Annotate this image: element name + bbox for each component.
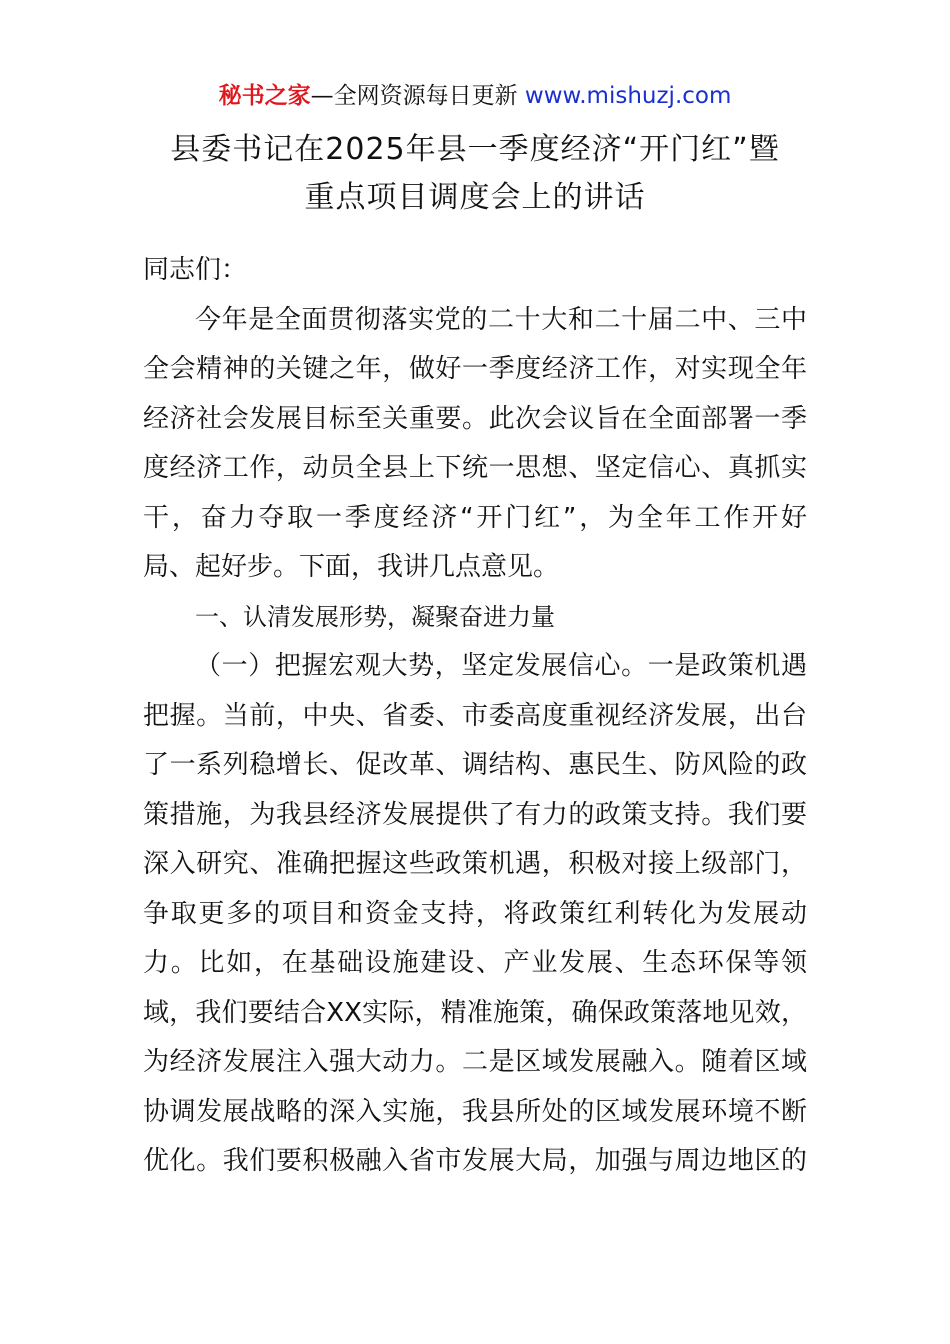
site-url-link[interactable]: www.mishuzj.com <box>524 83 732 109</box>
paragraph-2-line: 域，我们要结合XX实际，精准施策，确保政策落地见效， <box>143 997 807 1028</box>
site-header <box>0 80 950 112</box>
document-title <box>0 126 950 222</box>
paragraph-2-line: 力。比如，在基础设施建设、产业发展、生态环保等领 <box>143 948 807 978</box>
paragraph-1-line: 度经济工作，动员全县上下统一思想、坚定信心、真抓实 <box>143 453 807 483</box>
salutation: 同志们： <box>143 255 248 285</box>
paragraph-2-line: 深入研究、准确把握这些政策机遇，积极对接上级部门， <box>143 849 807 879</box>
section-heading-1: 一、认清发展形势，凝聚奋进力量 <box>195 602 555 631</box>
header-tagline: —全网资源每日更新 <box>310 83 525 109</box>
paragraph-2-line: （一）把握宏观大势，坚定发展信心。一是政策机遇 <box>195 651 807 681</box>
paragraph-2-line: 了一系列稳增长、促改革、调结构、惠民生、防风险的政 <box>143 750 807 780</box>
title-line-2: 重点项目调度会上的讲话 <box>304 180 646 215</box>
paragraph-1-line: 经济社会发展目标至关重要。此次会议旨在全面部署一季 <box>143 403 807 434</box>
paragraph-2-line: 把握。当前，中央、省委、市委高度重视经济发展，出台 <box>143 700 807 731</box>
paragraph-1-line: 干，奋力夺取一季度经济“开门红”，为全年工作开好 <box>143 502 807 533</box>
paragraph-1-line: 局、起好步。下面，我讲几点意见。 <box>143 552 560 582</box>
document-body <box>143 246 807 1187</box>
paragraph-2-line: 争取更多的项目和资金支持，将政策红利转化为发展动 <box>143 898 807 929</box>
title-line-1: 县委书记在2025年县一季度经济“开门红”暨 <box>170 132 780 167</box>
paragraph-2-line: 策措施，为我县经济发展提供了有力的政策支持。我们要 <box>143 799 807 830</box>
paragraph-1-line: 全会精神的关键之年，做好一季度经济工作，对实现全年 <box>143 354 807 384</box>
brand-name: 秘书之家 <box>218 83 311 109</box>
paragraph-2-line: 为经济发展注入强大动力。二是区域发展融入。随着区域 <box>143 1047 807 1077</box>
paragraph-2-line: 优化。我们要积极融入省市发展大局，加强与周边地区的 <box>143 1146 807 1176</box>
paragraph-2-line: 协调发展战略的深入实施，我县所处的区域发展环境不断 <box>143 1096 807 1127</box>
paragraph-1-line: 今年是全面贯彻落实党的二十大和二十届二中、三中 <box>195 304 807 335</box>
